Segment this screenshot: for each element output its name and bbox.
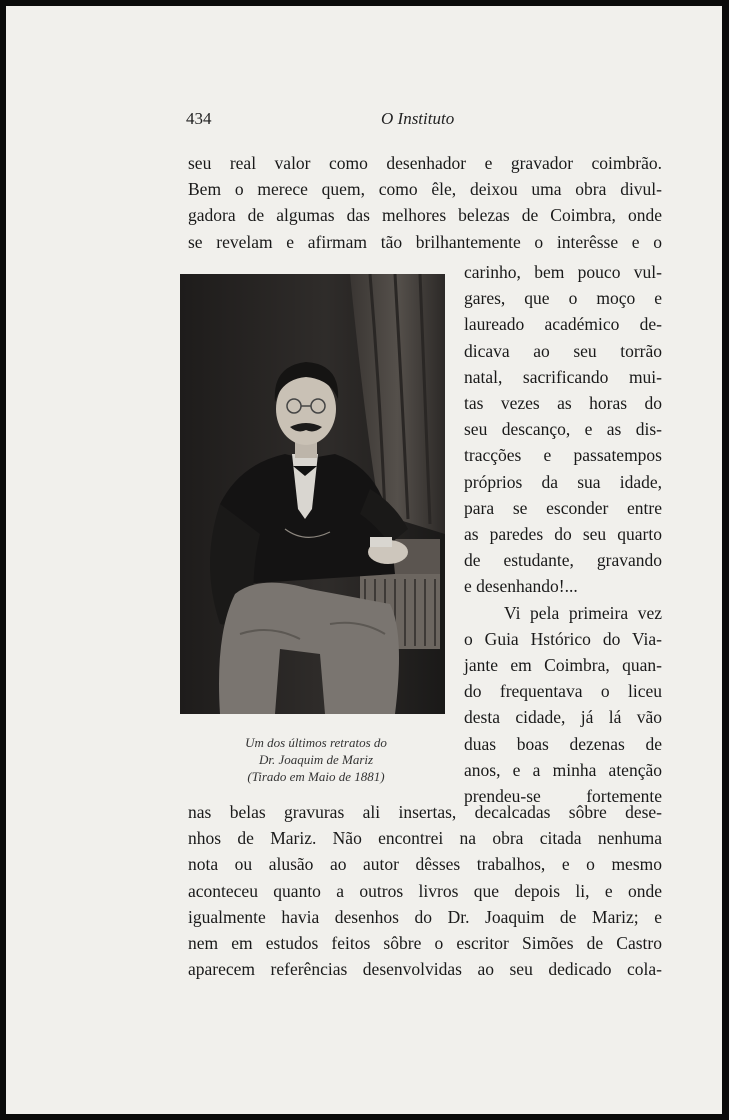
text-line: se revelam e afirmam tão brilhantemente o interêsse e o: [188, 231, 662, 252]
text-line: dicava ao seu torrão: [464, 340, 662, 361]
caption-line: (Tirado em Maio de 1881): [247, 769, 385, 784]
side-paragraph: [464, 259, 662, 809]
text-line: jante em Coimbra, quan-: [464, 655, 662, 676]
text-line: nem em estudos feitos sôbre o escritor Simões de Castro: [188, 933, 662, 954]
text-line: do frequentava o liceu: [464, 681, 662, 702]
text-line: laureado académico de-: [464, 314, 662, 335]
page-number: 434: [186, 109, 212, 128]
book-page: [6, 6, 722, 1114]
running-title: O Instituto: [381, 109, 455, 128]
text-line: de estudante, gravando: [464, 550, 662, 571]
text-line: e desenhando!...: [464, 576, 578, 597]
text-line: nas belas gravuras ali insertas, decalcadas sôbre dese-: [188, 802, 662, 822]
text-line: duas boas dezenas de: [464, 733, 662, 754]
text-line: tas vezes as horas do: [464, 393, 662, 414]
text-line: anos, e a minha atenção: [464, 759, 662, 780]
text-line: as paredes do seu quarto: [464, 524, 662, 545]
text-line: seu real valor como desenhador e gravador coimbrão.: [188, 153, 662, 173]
bottom-paragraph: [188, 799, 662, 982]
text-line: nhos de Mariz. Não encontrei na obra citada nenhuma: [188, 828, 662, 849]
text-line: o Guia Hstórico do Via-: [464, 628, 662, 649]
text-line: aparecem referências desenvolvidas ao seu dedicado cola-: [188, 959, 662, 980]
portrait-photo: [180, 274, 445, 714]
caption-line: Um dos últimos retratos do: [245, 735, 387, 750]
text-line: gadora de algumas das melhores belezas de Coimbra, onde: [188, 205, 662, 226]
text-line: gares, que o moço e: [464, 288, 662, 309]
text-line: tracções e passatempos: [464, 445, 662, 466]
text-line: Bem o merece quem, como êle, deixou uma obra divul-: [188, 179, 662, 200]
text-line: carinho, bem pouco vul-: [464, 262, 662, 282]
text-line: prendeu-se fortemente: [464, 786, 662, 807]
text-line: Vi pela primeira vez: [504, 602, 662, 623]
text-line: desta cidade, já lá vão: [464, 707, 662, 728]
caption-line: Dr. Joaquim de Mariz: [258, 752, 374, 767]
photo-caption: [201, 734, 431, 785]
text-line: aconteceu quanto a outros livros que depois li, e onde: [188, 880, 662, 901]
text-line: para se esconder entre: [464, 497, 662, 518]
text-line: seu descanço, e as dis-: [464, 419, 662, 440]
text-line: próprios da sua idade,: [464, 471, 662, 492]
text-line: igualmente havia desenhos do Dr. Joaquim de Mariz; e: [188, 906, 662, 927]
top-paragraph: [188, 150, 662, 255]
text-line: natal, sacrificando mui-: [464, 366, 662, 387]
page-header: [186, 109, 666, 133]
text-line: nota ou alusão ao autor dêsses trabalhos, e o mesmo: [188, 854, 662, 875]
portrait-illustration: [180, 274, 445, 714]
